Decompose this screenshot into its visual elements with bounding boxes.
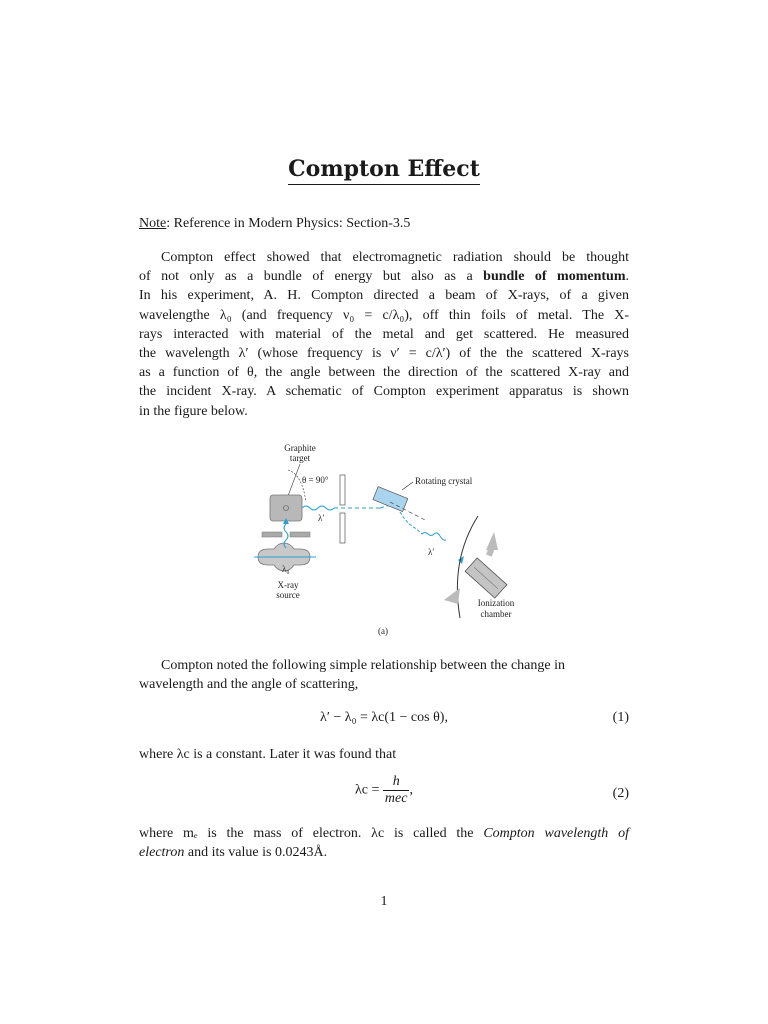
page-title: Compton Effect	[0, 156, 768, 182]
rotating-crystal-label: Rotating crystal	[415, 476, 473, 486]
ionization-chamber-label-1: Ionization	[477, 598, 515, 608]
equation-2: λc = $\frac{h}{\text{mec}}$ , (2)	[355, 774, 629, 806]
figure-caption: (a)	[378, 626, 388, 636]
ionization-chamber-label-2: chamber	[480, 609, 512, 619]
where-line: where λc is a constant. Later it was found that	[139, 747, 397, 762]
note-text: : Reference in Modern Physics: Section-3.5	[166, 216, 411, 231]
compton-apparatus-figure	[250, 440, 520, 645]
equation-2-number: (2)	[612, 786, 629, 801]
reference-note	[139, 214, 629, 233]
rotation-arrow-down-icon	[444, 588, 460, 604]
lambda-prime-scattered-label: λ′	[428, 547, 435, 557]
graphite-target-block	[270, 495, 302, 521]
equation-1-body: λ′ − λ₀ = λc(1 − cos θ),	[320, 710, 448, 725]
intro-paragraph: Compton effect showed that electromagnetic radiation should be thought of not only as a bundle of energy but also as a bundle of momentum. In his experiment, A. H. Compton directed a beam of X-rays, of a given wavelengthe λ₀ (and frequency ν₀ = c/λ₀), off thin foils of metal. The X- rays interacted with material of the metal and get scattered. He measured the wavelength λ′ (whose frequency is ν′ = c/λ′) of the the scattered X-rays as a function of θ, the angle between the direction of the scattered X-ray and the incident X-ray. A schematic of Compton experiment apparatus is shown in the figure below.	[139, 250, 629, 419]
italic-term: Compton wavelength of	[483, 826, 629, 841]
page-number: 1	[380, 894, 388, 909]
xray-source-label-2: source	[276, 590, 300, 600]
bold-term: bundle of momentum	[483, 269, 626, 285]
equation-1	[139, 710, 629, 730]
lambda-prime-label: λ′	[318, 513, 325, 523]
graphite-target-label-2: target	[289, 453, 311, 463]
equation-2-lhs: λc =	[355, 782, 383, 798]
graphite-target-label-1: Graphite	[284, 443, 316, 453]
relationship-paragraph: Compton noted the following simple relationship between the change in wavelength and the angle of scattering,	[139, 658, 565, 693]
equation-2-fraction: $\frac{h}{\text{mec}}$	[384, 774, 408, 806]
ionization-chamber	[465, 558, 507, 598]
note-label: Note	[139, 216, 167, 231]
equation-1-number: (1)	[612, 710, 629, 725]
xray-source-label-1: X-ray	[277, 580, 299, 590]
compton-wavelength-paragraph: where mₑ is the mass of electron. λc is called the Compton wavelength of electron and its value is 0.0243Å.	[139, 826, 629, 861]
lambda0-label: λ₀	[282, 564, 290, 574]
theta-label: θ = 90°	[302, 475, 329, 485]
